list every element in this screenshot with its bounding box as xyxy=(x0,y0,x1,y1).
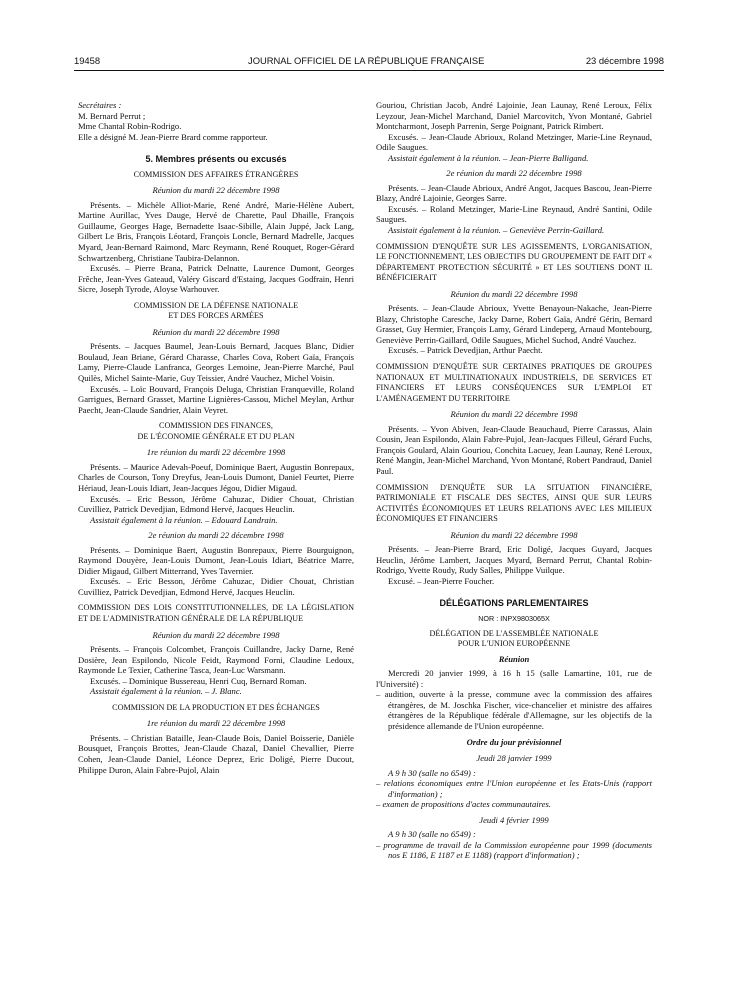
delegation-title: POUR L'UNION EUROPÉENNE xyxy=(457,639,571,649)
agenda-item: – examen de propositions d'actes communautaires. xyxy=(376,799,551,810)
meeting-title: 1re réunion du mardi 22 décembre 1998 xyxy=(146,447,286,458)
committee-title: COMMISSION DE LA DÉFENSE NATIONALE xyxy=(133,300,299,310)
excused-members: Excusés. – Roland Metzinger, Marie-Line Reynaud, André Santini, Odile Saugues. xyxy=(376,203,652,225)
also-attending: Assistait également à la réunion. – Edouard Landrain. xyxy=(90,514,278,525)
committee-title: DE L'ÉCONOMIE GÉNÉRALE ET DU PLAN xyxy=(137,431,295,441)
running-header xyxy=(74,55,664,69)
present-members: Présents. – Jean-Claude Abrioux, André Angot, Jacques Bascou, Jean-Pierre Blazy, André Lajoinie, Georges Sarre. xyxy=(376,182,652,204)
meeting-title: Réunion du mardi 22 décembre 1998 xyxy=(152,326,280,337)
meeting-title: Réunion du mardi 22 décembre 1998 xyxy=(152,185,280,196)
delegation-title: DÉLÉGATION DE L'ASSEMBLÉE NATIONALE xyxy=(429,628,599,638)
agenda-item: – audition, ouverte à la presse, commune avec la commission des affaires étrangères, de M. Joschka Fischer, vice-chancelier et ministre des affaires étrangères de la République fédérale d'Allemagne, sur les objectifs de la présidence allemande de l'Union européenne. xyxy=(376,689,652,731)
nor-reference: NOR : INPX9803065X xyxy=(478,613,550,623)
present-members-continued: Gouriou, Christian Jacob, André Lajoinie, Jean Launay, René Leroux, Félix Leyzour, Jean-Michel Marchand, Daniel Marcovitch, Yvon Montané, Gabriel Montcharmont, Joseph Parrenin, Serge Poignant, Patrick Rimbert. xyxy=(376,100,652,132)
meeting-title: Réunion du mardi 22 décembre 1998 xyxy=(152,629,280,640)
present-members: Présents. – Jean-Pierre Brard, Eric Doligé, Jacques Guyard, Jacques Heuclin, Jérôme Lambert, Jacques Myard, Bernard Perrut, Chantal Robin-Rodrigo, Yvette Roudy, Rudy Salles, Philippe Vuilque. xyxy=(376,544,652,576)
right-column xyxy=(376,100,652,861)
committee-title: COMMISSION DES AFFAIRES ÉTRANGÈRES xyxy=(133,169,299,179)
left-column xyxy=(78,100,354,775)
agenda-time: A 9 h 30 (salle no 6549) : xyxy=(388,767,476,778)
meeting-title: Réunion du mardi 22 décembre 1998 xyxy=(450,409,578,420)
issue-date: 23 décembre 1998 xyxy=(585,55,664,66)
also-attending: Assistait également à la réunion. – J. Blanc. xyxy=(90,686,242,697)
meeting-title: 1re réunion du mardi 22 décembre 1998 xyxy=(146,718,286,729)
rapporteur-note: Elle a désigné M. Jean-Pierre Brard comme rapporteur. xyxy=(78,131,268,142)
agenda-heading: Ordre du jour prévisionnel xyxy=(466,737,562,748)
agenda-date: Jeudi 28 janvier 1999 xyxy=(476,752,552,763)
section-heading: 5. Membres présents ou excusés xyxy=(145,154,287,165)
page-number: 19458 xyxy=(74,55,101,66)
excused-members: Excusés. – Patrick Devedjian, Arthur Paecht. xyxy=(388,345,543,356)
excused-members: Excusés. – Dominique Bussereau, Henri Cuq, Bernard Roman. xyxy=(90,675,307,686)
committee-title: COMMISSION D'ENQUÊTE SUR LES AGISSEMENTS, L'ORGANISATION, LE FONCTIONNEMENT, LES OBJECTIFS DU GROUPEMENT DE FAIT DIT « DÉPARTEMENT PROTECTION SÉCURITÉ » ET LES SOUTIENS DONT IL BÉNÉFICIERAIT xyxy=(376,241,652,283)
present-members: Présents. – Yvon Abiven, Jean-Claude Beauchaud, Pierre Carassus, Alain Cousin, Jean Espilondo, Alain Fabre-Pujol, Jean-Jacques Filleul, Gérard Fuchs, François Goulard, Alain Gouriou, Conchita Lacuey, Jean Launay, René Leroux, René Mangin, Jean-Michel Marchand, Yvon Montané, Robert Pandraud, Daniel Paul. xyxy=(376,423,652,476)
excused-members: Excusés. – Eric Besson, Jérôme Cahuzac, Didier Chouat, Christian Cuvilliez, Patrick Devedjian, Edmond Hervé, Jacques Heuclin. xyxy=(78,493,354,515)
committee-title: COMMISSION D'ENQUÊTE SUR LA SITUATION FINANCIÈRE, PATRIMONIALE ET FISCALE DES SECTES, AINSI QUE SUR LEURS ACTIVITÉS ÉCONOMIQUES ET LEURS RELATIONS AVEC LES MILIEUX ÉCONOMIQUES ET FINANCIERS xyxy=(376,482,652,524)
agenda-date: Jeudi 4 février 1999 xyxy=(479,814,549,825)
agenda-time: A 9 h 30 (salle no 6549) : xyxy=(388,829,476,840)
present-members: Présents. – Jean-Claude Abrioux, Yvette Benayoun-Nakache, Jean-Pierre Blazy, Christophe Caresche, Jacky Darne, Robert Gaïa, André Gérin, Bernard Grasset, Guy Hermier, François Lamy, Gérard Lindeperg, Arnaud Montebourg, Geneviève Perrin-Gaillard, Odile Saugues, Michel Suchod, André Vauchez. xyxy=(376,303,652,345)
present-members: Présents. – Maurice Adevah-Poeuf, Dominique Baert, Augustin Bonrepaux, Charles de Courson, Tony Dreyfus, Jean-Louis Dumont, Daniel Feurtet, Pierre Hériaud, Jean-Louis Idiart, Jean-Jacques Jégou, Didier Migaud. xyxy=(78,461,354,493)
also-attending: Assistait également à la réunion. – Jean-Pierre Balligand. xyxy=(388,152,589,163)
journal-title: JOURNAL OFFICIEL DE LA RÉPUBLIQUE FRANÇAISE xyxy=(248,55,485,66)
excused-members: Excusé. – Jean-Pierre Foucher. xyxy=(388,575,495,586)
meeting-heading: Réunion xyxy=(498,653,530,664)
excused-members: Excusés. – Pierre Brana, Patrick Delnatte, Laurence Dumont, Georges Frêche, Jean-Yves Gateaud, Valéry Giscard d'Estaing, Jacques Godfrain, Henri Sicre, Joseph Tyrode, Aloyse Warhouver. xyxy=(78,263,354,295)
meeting-date: Mercredi 20 janvier 1999, à 16 h 15 (salle Lamartine, 101, rue de l'Université) : xyxy=(376,668,652,689)
agenda-item: – programme de travail de la Commission européenne pour 1999 (documents nos E 1186, E 1187 et E 1188) (rapport d'information) ; xyxy=(376,839,652,861)
section-heading: DÉLÉGATIONS PARLEMENTAIRES xyxy=(439,598,589,609)
header-rule xyxy=(74,70,664,71)
present-members: Présents. – Christian Bataille, Jean-Claude Bois, Daniel Boisserie, Danièle Bousquet, François Brottes, Jean-Claude Chazal, Daniel Chevallier, Pierre Cohen, Jean-Claude Daniel, Léonce Deprez, Eric Doligé, Pierre Ducout, Philippe Duron, Alain Fabre-Pujol, Alain xyxy=(78,732,354,775)
excused-members: Excusés. – Loïc Bouvard, François Deluga, Christian Franqueville, Roland Garrigues, Bernard Grasset, Martine Lignières-Cassou, Michel Meylan, Arthur Paecht, Jean-Claude Sandrier, Alain Veyret. xyxy=(78,383,354,415)
committee-title: ET DES FORCES ARMÉES xyxy=(168,311,264,321)
committee-title: COMMISSION DE LA PRODUCTION ET DES ÉCHANGES xyxy=(112,702,320,712)
committee-title: COMMISSION DES LOIS CONSTITUTIONNELLES, DE LA LÉGISLATION ET DE L'ADMINISTRATION GÉNÉRALE DE LA RÉPUBLIQUE xyxy=(78,603,354,623)
secretary-1: M. Bernard Perrut ; xyxy=(78,110,146,121)
excused-members: Excusés. – Jean-Claude Abrioux, Roland Metzinger, Marie-Line Reynaud, Odile Saugues. xyxy=(376,131,652,153)
present-members: Présents. – Dominique Baert, Augustin Bonrepaux, Pierre Bourguignon, Raymond Douyère, Jean-Louis Dumont, Jean-Louis Idiart, Béatrice Marre, Didier Migaud, Gilbert Mitterrand, Yves Tavernier. xyxy=(78,544,354,576)
secretaires-label: Secrétaires : xyxy=(78,100,122,110)
meeting-title: 2e réunion du mardi 22 décembre 1998 xyxy=(148,530,284,541)
present-members: Présents. – Michèle Alliot-Marie, René André, Marie-Hélène Aubert, Martine Aurillac, Yves Dauge, Hervé de Charette, Paul Dhaille, François Guillaume, Georges Hage, Bernadette Isaac-Sibille, Alain Juppé, Jack Lang, Gilbert Le Bris, François Léotard, François Loncle, Bernard Madrelle, Jacques Myard, Jean-Bernard Raimond, Marc Reymann, René Rouquet, Roger-Gérard Schwartzenberg, Christiane Taubira-Delannon. xyxy=(78,199,354,263)
committee-title: COMMISSION DES FINANCES, xyxy=(159,421,273,431)
excused-members: Excusés. – Eric Besson, Jérôme Cahuzac, Didier Chouat, Christian Cuvilliez, Patrick Devedjian, Edmond Hervé, Jacques Heuclin. xyxy=(78,576,354,597)
committee-title: COMMISSION D'ENQUÊTE SUR CERTAINES PRATIQUES DE GROUPES NATIONAUX ET MULTINATIONAUX INDUSTRIELS, DE SERVICES ET FINANCIERS ET LEURS CONSÉQUENCES SUR L'EMPLOI ET L'AMÉNAGEMENT DU TERRITOIRE xyxy=(376,362,652,403)
meeting-title: Réunion du mardi 22 décembre 1998 xyxy=(450,529,578,540)
present-members: Présents. – François Colcombet, François Cuillandre, Jacky Darne, René Dosière, Jean Espilondo, Nicole Feidt, Raymond Forni, Claudine Ledoux, Raymonde Le Texier, Catherine Tasca, Jean-Luc Warsmann. xyxy=(78,644,354,676)
also-attending: Assistait également à la réunion. – Geneviève Perrin-Gaillard. xyxy=(388,225,605,236)
agenda-item: – relations économiques entre l'Union européenne et les Etats-Unis (rapport d'information) ; xyxy=(376,778,652,799)
meeting-title: 2e réunion du mardi 22 décembre 1998 xyxy=(446,168,582,179)
meeting-title: Réunion du mardi 22 décembre 1998 xyxy=(450,288,578,299)
secretary-2: Mme Chantal Robin-Rodrigo. xyxy=(78,121,182,132)
present-members: Présents. – Jacques Baumel, Jean-Louis Bernard, Jacques Blanc, Didier Boulaud, Jean Briane, Gérard Charasse, Charles Cova, Robert Gaïa, François Lamy, Pierre-Claude Lanfranca, Georges Lemoine, Jean-Pierre Marché, Paul Quilès, Michel Sainte-Marie, Guy Teissier, André Vauchez, Michel Voisin. xyxy=(78,341,354,384)
